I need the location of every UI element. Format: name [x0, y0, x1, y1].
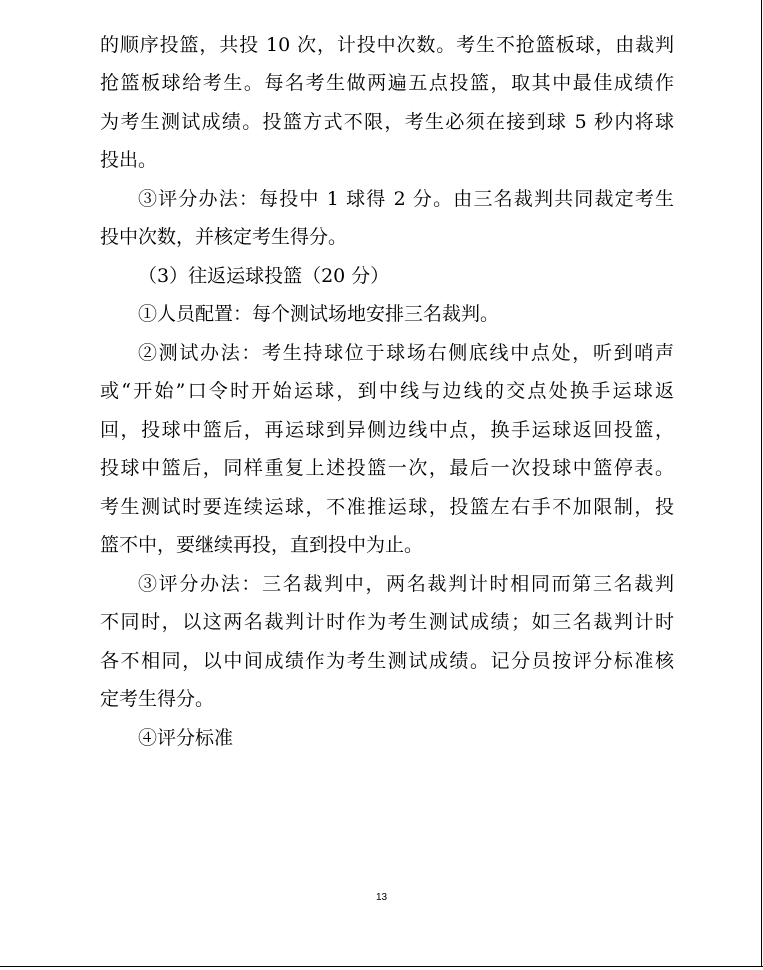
text-line: ①人员配置：每个测试场地安排三名裁判。 — [138, 303, 500, 325]
text-line: 投球中篮后，同样重复上述投篮一次，最后一次投球中篮停表。 — [100, 457, 674, 479]
text-line: 投出。 — [100, 149, 158, 171]
text-line: 投中次数，并核定考生得分。 — [100, 226, 348, 248]
page-number: 13 — [375, 892, 388, 903]
text-line: 的顺序投篮，共投 10 次，计投中次数。考生不抢篮板球，由裁判 — [100, 34, 674, 56]
text-line: ③评分办法：每投中 1 球得 2 分。由三名裁判共同裁定考生 — [138, 188, 674, 210]
text-line: 各不相同，以中间成绩作为考生测试成绩。记分员按评分标准核 — [100, 650, 674, 672]
text-line: 考生测试时要连续运球，不准推运球，投篮左右手不加限制，投 — [100, 496, 674, 518]
page-border-bottom — [0, 966, 763, 967]
text-line: 不同时，以这两名裁判计时作为考生测试成绩；如三名裁判计时 — [100, 611, 674, 633]
text-line: 为考生测试成绩。投篮方式不限，考生必须在接到球 5 秒内将球 — [100, 111, 674, 133]
section-heading: （3）往返运球投篮（20 分） — [138, 265, 390, 287]
text-line: ③评分办法：三名裁判中，两名裁判计时相同而第三名裁判 — [138, 573, 674, 595]
text-line: 抢篮板球给考生。每名考生做两遍五点投篮，取其中最佳成绩作 — [100, 72, 674, 94]
text-line: 或“开始”口令时开始运球，到中线与边线的交点处换手运球返 — [100, 380, 674, 402]
page-border-right — [761, 0, 762, 966]
text-line: ④评分标准 — [138, 727, 234, 749]
text-line: 回，投球中篮后，再运球到异侧边线中点，换手运球返回投篮， — [100, 419, 674, 441]
text-line: ②测试办法：考生持球位于球场右侧底线中点处，听到哨声 — [138, 342, 674, 364]
text-line: 定考生得分。 — [100, 688, 215, 710]
text-line: 篮不中，要继续再投，直到投中为止。 — [100, 534, 424, 556]
